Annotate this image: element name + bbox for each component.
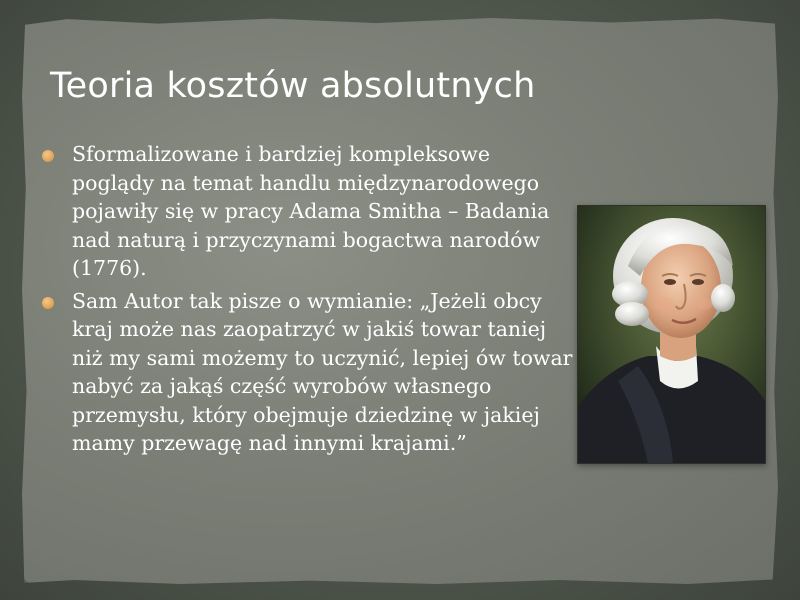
bullet-dot-icon (42, 150, 54, 162)
portrait-illustration (578, 206, 765, 463)
bullet-text: Sam Autor tak pisze o wymianie: „Jeżeli obcy kraj może nas zaopatrzyć w jakiś towar taniej niż my sami możemy to uczynić, lepiej ów towar nabyć za jakąś część wyrobów własnego przemysłu, który obejmuje dziedzinę w jakiej mamy przewagę nad innymi krajami.” (72, 288, 573, 455)
bullet-text: Sformalizowane i bardziej kompleksowe poglądy na temat handlu międzynarodowego pojawiły się w pracy Adama Smitha – Badania nad naturą i przyczynami bogactwa narodów (1776). (72, 142, 550, 280)
bullet-dot-icon (42, 297, 54, 309)
portrait-image (577, 205, 766, 464)
bullet-list (38, 140, 578, 462)
bullet-item (38, 287, 578, 458)
slide-title: Teoria kosztów absolutnych (50, 66, 536, 106)
bullet-item (38, 140, 578, 283)
